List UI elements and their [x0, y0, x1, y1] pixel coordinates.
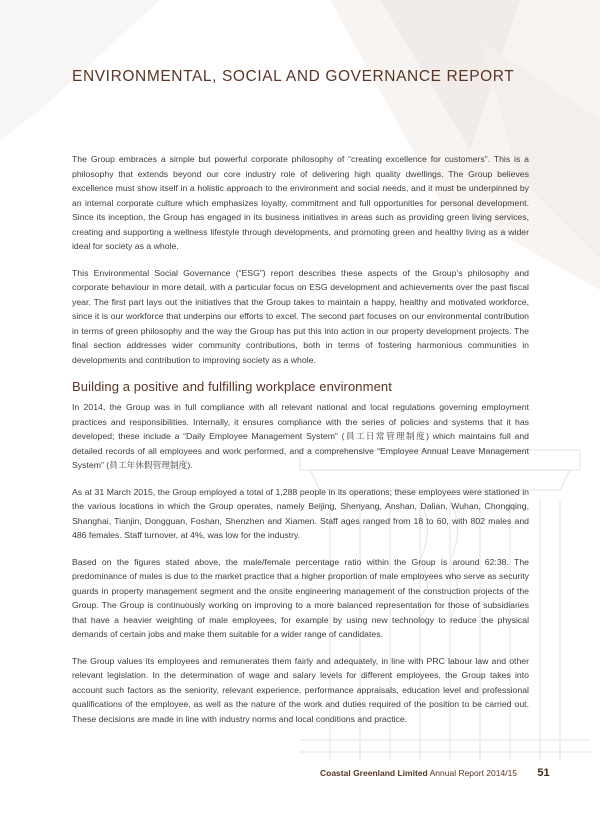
section-paragraph-3: Based on the figures stated above, the male/female percentage ratio within the Group is around 62:38. The predominance of males is due to the market practice that a higher proportion of male employees who serve as security guards in property management segment and the onsite engineering management of the construction projects of the Group. The Group is continuously working on improving to a more balanced representation for those of subsidiaries that have a heavier weighting of male employees, for example by using new technology to reduce the physical demands of certain jobs and make them suitable for a wider range of candidates.: [72, 556, 529, 639]
report-title: ENVIRONMENTAL, SOCIAL AND GOVERNANCE REPORT: [72, 68, 515, 85]
page-footer: [320, 767, 550, 779]
section-paragraph-1: In 2014, the Group was in full compliance with all relevant national and local regulations governing employment practices and responsibilities. Internally, it ensures compliance with the series of policies and systems that it has developed; these include a “Daily Employee Management System” (員工日常管理制度) which maintains full and detailed records of all employees and work performed, and a comprehensive “Employee Annual Leave Management System” (員工年休假管理制度).: [72, 402, 529, 470]
page-number: 51: [537, 767, 550, 779]
footer-company: Coastal Greenland Limited: [320, 768, 428, 778]
section-paragraph-2: As at 31 March 2015, the Group employed a total of 1,288 people in its operations; these employees were stationed in the various locations in which the Group operates, namely Beijing, Shenyang, Anshan, Dalian, Wuhan, Chongqing, Shanghai, Tianjin, Dongguan, Foshan, Shenzhen and Xiamen. Staff ages ranged from 18 to 60, with 802 males and 486 females. Staff turnover, at 4%, was low for the industry.: [72, 486, 529, 540]
footer-report-name: Annual Report 2014/15: [429, 768, 518, 778]
section-paragraph-4: The Group values its employees and remunerates them fairly and adequately, in line with PRC labour law and other relevant legislation. In the determination of wage and salary levels for different employees, the Group takes into account such factors as the seniority, relevant experience, performance appraisals, education level and professional qualifications of the employee, as well as the nature of the work and duties required of the position to be carried out. These decisions are made in line with industry norms and local conditions and practice.: [72, 655, 529, 724]
report-body: [72, 152, 529, 738]
intro-paragraph-2: This Environmental Social Governance (“ESG”) report describes these aspects of the Group’s philosophy and corporate behaviour in more detail, with a particular focus on ESG development and achievements over the past fiscal year. The first part lays out the initiatives that the Group takes to maintain a happy, healthy and motivated workforce, since it is our workforce that underpins our efforts to excel. The second part focuses on our environmental contribution in terms of green philosophy and the way the Group has put this into action in our property development projects. The final section addresses wider community contributions, both in terms of fostering harmonious communities in developments and contribution to improving society as a whole.: [72, 267, 529, 365]
intro-paragraph-1: The Group embraces a simple but powerful corporate philosophy of “creating excellence for customers”. This is a philosophy that extends beyond our core industry role of delivering high quality dwellings. The Group believes excellence must show itself in a holistic approach to the environment and social needs, and it must be underpinned by an internal corporate culture which emphasizes loyalty, commitment and full opportunities for personal development. Since its inception, the Group has engaged in its business initiatives in areas such as providing green living services, creating and supporting a wellness lifestyle through developments, and promoting green and healthy living as a wider ideal for society as a whole.: [72, 154, 529, 251]
section-heading: Building a positive and fulfilling workplace environment: [72, 379, 392, 394]
